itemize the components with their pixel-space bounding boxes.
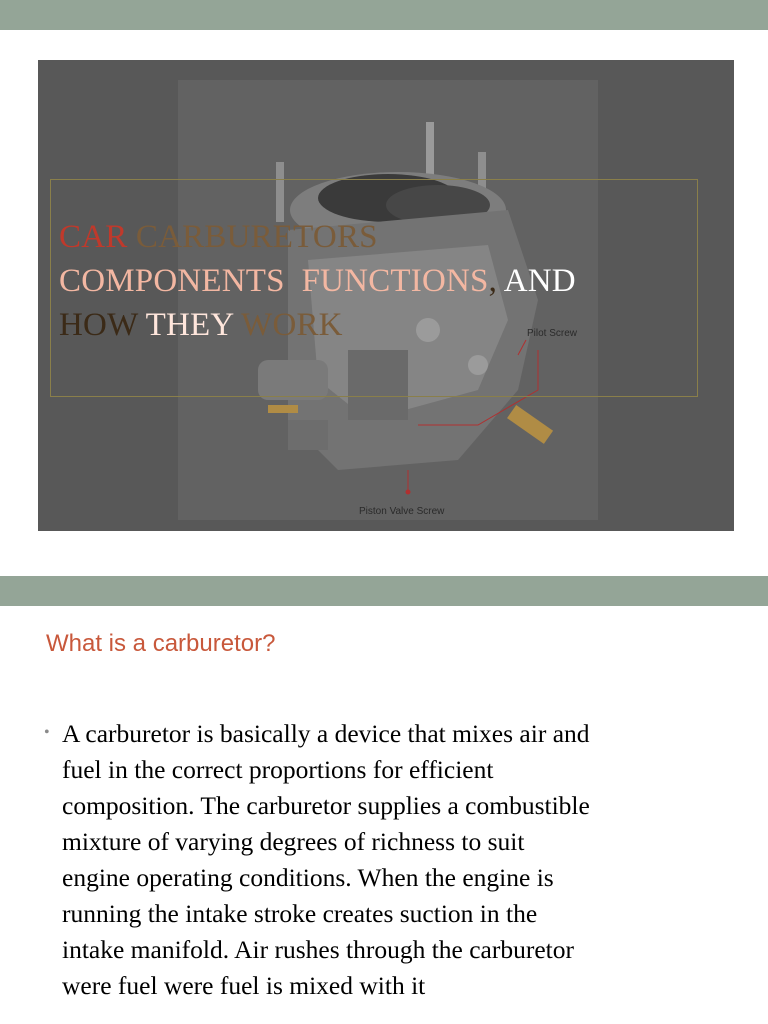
bullet-marker: • — [44, 724, 50, 741]
top-band — [0, 0, 768, 30]
slide-divider-band — [0, 576, 768, 606]
body-line: running the intake stroke creates suction in the — [62, 899, 538, 928]
body-line: were fuel were fuel is mixed with it — [62, 971, 426, 1000]
title-run: THEY — [145, 307, 242, 343]
title-run: AND — [503, 263, 576, 299]
body-line: engine operating conditions. When the engine is — [62, 863, 554, 892]
body-line: mixture of varying degrees of richness to suit — [62, 827, 525, 856]
title-run: CAR — [59, 219, 136, 255]
body-line: composition. The carburetor supplies a combustible — [62, 791, 590, 820]
piston-valve-screw-label: Piston Valve Screw — [359, 506, 445, 517]
title-run: HOW — [59, 307, 146, 343]
title-run: COMPONENTS FUNCTIONS — [59, 263, 489, 299]
body-line: fuel in the correct proportions for efficient — [62, 755, 494, 784]
title-slide — [38, 60, 734, 531]
body-paragraph — [62, 716, 742, 1004]
body-line: intake manifold. Air rushes through the carburetor — [62, 935, 574, 964]
title-run: CARBURETORS — [135, 219, 378, 255]
title-run: WORK — [241, 307, 343, 343]
title-run: , — [488, 263, 504, 299]
section-heading: What is a carburetor? — [46, 630, 276, 657]
pilot-screw-label: Pilot Screw — [527, 328, 578, 339]
slide-title — [59, 215, 699, 347]
body-line: A carburetor is basically a device that mixes air and — [62, 719, 590, 748]
